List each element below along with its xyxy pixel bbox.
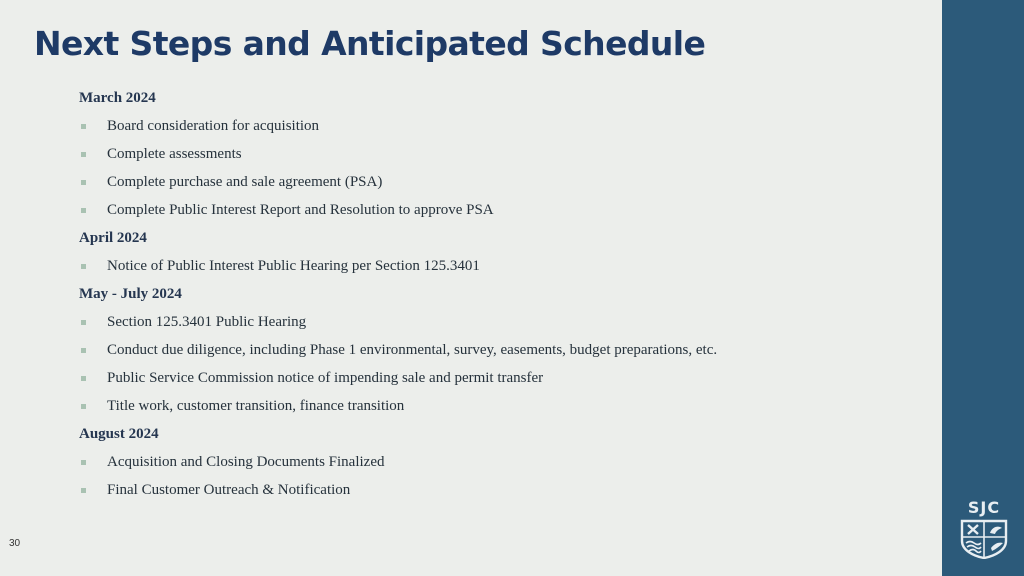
bullet-icon	[81, 180, 86, 185]
bullet-icon	[81, 488, 86, 493]
list-item	[79, 143, 929, 165]
bullet-icon	[81, 460, 86, 465]
list-item	[79, 451, 929, 473]
bullet-icon	[81, 124, 86, 129]
list-item	[79, 311, 929, 333]
list-item	[79, 255, 929, 277]
list-item-text: Complete purchase and sale agreement (PSA)	[107, 174, 383, 190]
section-heading-april-2024: April 2024	[79, 230, 147, 246]
list-item	[79, 171, 929, 193]
list-item-text: Complete Public Interest Report and Resolution to approve PSA	[107, 202, 494, 218]
page-number: 30	[9, 538, 21, 549]
list-item-text: Board consideration for acquisition	[107, 118, 320, 134]
list-item-text: Complete assessments	[107, 146, 242, 162]
list-item	[79, 367, 929, 389]
list-item-text: Public Service Commission notice of impending sale and permit transfer	[107, 370, 544, 386]
list-item-text: Notice of Public Interest Public Hearing per Section 125.3401	[107, 258, 480, 274]
bullet-icon	[81, 264, 86, 269]
shield-icon	[959, 519, 1009, 559]
sjc-logo	[955, 498, 1013, 559]
bullet-icon	[81, 376, 86, 381]
accent-side-bar	[942, 0, 1024, 576]
schedule-list	[79, 87, 929, 507]
list-item	[79, 339, 929, 361]
bullet-icon	[81, 404, 86, 409]
list-item-text: Acquisition and Closing Documents Finalized	[107, 454, 385, 470]
list-item	[79, 395, 929, 417]
section-heading-may-july-2024: May - July 2024	[79, 286, 182, 302]
bullet-icon	[81, 208, 86, 213]
list-item-text: Title work, customer transition, finance transition	[107, 398, 405, 414]
list-item-text: Conduct due diligence, including Phase 1 environmental, survey, easements, budget preparations, etc.	[107, 342, 718, 358]
bullet-icon	[81, 152, 86, 157]
bullet-icon	[81, 348, 86, 353]
list-item-text: Section 125.3401 Public Hearing	[107, 314, 307, 330]
section-heading-march-2024: March 2024	[79, 90, 156, 106]
list-item	[79, 199, 929, 221]
section-heading-august-2024: August 2024	[79, 426, 159, 442]
slide-title: Next Steps and Anticipated Schedule	[34, 24, 706, 63]
list-item	[79, 479, 929, 501]
list-item	[79, 115, 929, 137]
logo-text: SJC	[967, 498, 1001, 517]
list-item-text: Final Customer Outreach & Notification	[107, 482, 351, 498]
bullet-icon	[81, 320, 86, 325]
